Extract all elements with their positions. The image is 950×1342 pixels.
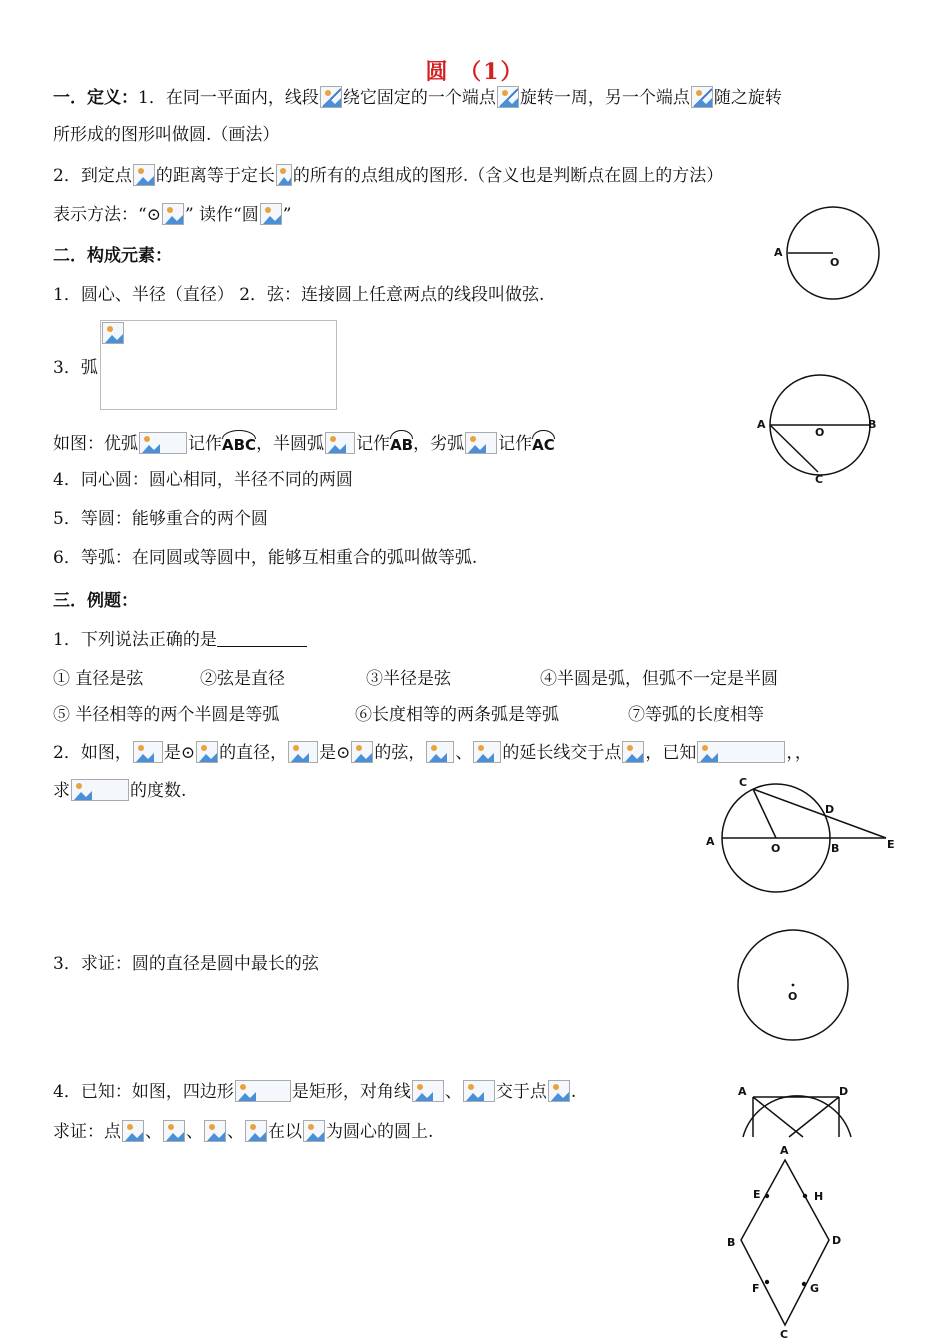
image-placeholder-icon xyxy=(122,1120,144,1142)
option-4: ④半圆是弧，但弧不一定是半圆 xyxy=(540,669,778,689)
question-3: 3．求证：圆的直径是圆中最长的弦 xyxy=(53,954,319,974)
image-placeholder-icon xyxy=(245,1120,267,1142)
question-2-line-2: 求 的度数. xyxy=(53,781,187,801)
arc-image-frame xyxy=(100,320,337,410)
label-E: E xyxy=(887,838,895,851)
label-A: A xyxy=(780,1144,789,1157)
image-placeholder-icon xyxy=(133,741,163,763)
section-heading-examples: 三．例题： xyxy=(53,591,138,611)
page-title: 圆 （1） xyxy=(425,59,525,85)
image-placeholder-icon xyxy=(139,432,187,454)
question-2-line-1: 2．如图， 是⊙ 的直径， 是⊙ 的弦， 、 的延长线交于点 ，已知 ，， xyxy=(53,743,812,763)
elements-line-1: 1．圆心、半径（直径） 2．弦：连接圆上任意两点的线段叫做弦. xyxy=(53,285,545,305)
image-placeholder-icon xyxy=(697,741,785,763)
image-placeholder-icon xyxy=(497,86,519,108)
definition-line-2: 所形成的图形叫做圆.（画法） xyxy=(53,125,280,145)
arc-symbol-major: ABC xyxy=(222,430,256,456)
arc-example-line: 如图：优弧 记作ABC，半圆弧 记作AB，劣弧 记作AC xyxy=(53,430,555,456)
image-placeholder-icon xyxy=(412,1080,444,1102)
elements-line-5: 5．等圆：能够重合的两个圆 xyxy=(53,509,268,529)
label-B: B xyxy=(727,1236,736,1249)
figure-rhombus xyxy=(724,1140,859,1340)
image-placeholder-icon xyxy=(235,1080,291,1102)
label-B: B xyxy=(831,842,840,855)
arc-symbol-semicircle: AB xyxy=(390,430,413,456)
label-D: D xyxy=(832,1234,842,1247)
label-A: A xyxy=(706,835,715,848)
question-4-line-2: 求证：点 、 、 、 在以 为圆心的圆上. xyxy=(53,1122,434,1142)
label-C: C xyxy=(739,776,748,789)
image-placeholder-icon xyxy=(465,432,497,454)
question-4-line-1: 4．已知：如图，四边形 是矩形，对角线 、 交于点 . xyxy=(53,1082,577,1102)
option-2: ②弦是直径 xyxy=(200,669,285,689)
figure-circle-secant xyxy=(703,775,903,900)
image-placeholder-icon xyxy=(163,1120,185,1142)
figure-circle-center xyxy=(735,928,855,1043)
option-1: ① 直径是弦 xyxy=(53,669,144,689)
image-placeholder-icon xyxy=(102,322,124,344)
image-placeholder-icon xyxy=(622,741,644,763)
image-placeholder-icon xyxy=(71,779,129,801)
image-placeholder-icon xyxy=(288,741,318,763)
image-placeholder-icon xyxy=(320,86,342,108)
section-heading-elements: 二．构成元素： xyxy=(53,246,172,266)
label-O: O xyxy=(830,256,840,269)
definition-line-3: 2．到定点 的距离等于定长 的所有的点组成的图形.（含义也是判断点在圆上的方法） xyxy=(53,166,724,186)
image-placeholder-icon xyxy=(260,203,282,225)
figure-rectangle-circle xyxy=(735,1075,860,1150)
label-A: A xyxy=(774,246,783,259)
question-1: 1．下列说法正确的是 xyxy=(53,629,307,651)
label-E: E xyxy=(753,1188,761,1201)
label-H: H xyxy=(814,1190,824,1203)
label-C: C xyxy=(780,1328,789,1341)
label-F: F xyxy=(752,1282,760,1295)
label-O: O xyxy=(815,426,825,439)
label-G: G xyxy=(810,1282,820,1295)
elements-line-6: 6．等弧：在同圆或等圆中，能够互相重合的弧叫做等弧. xyxy=(53,548,478,568)
label-D: D xyxy=(839,1085,849,1098)
image-placeholder-icon xyxy=(548,1080,570,1102)
image-placeholder-icon xyxy=(276,164,292,186)
label-A: A xyxy=(757,418,766,431)
image-placeholder-icon xyxy=(691,86,713,108)
section-heading-definition: 一．定义： xyxy=(53,88,138,108)
image-placeholder-icon xyxy=(303,1120,325,1142)
image-placeholder-icon xyxy=(473,741,501,763)
image-placeholder-icon xyxy=(463,1080,495,1102)
elements-line-4: 4．同心圆：圆心相同，半径不同的两圆 xyxy=(53,470,353,490)
arc-symbol-minor: AC xyxy=(532,430,555,456)
option-6: ⑥长度相等的两条弧是等弧 xyxy=(355,705,559,725)
label-B: B xyxy=(868,418,877,431)
image-placeholder-icon xyxy=(351,741,373,763)
answer-blank[interactable] xyxy=(217,630,307,647)
label-O: O xyxy=(771,842,781,855)
label-O: O xyxy=(788,990,798,1003)
option-3: ③半径是弦 xyxy=(366,669,451,689)
image-placeholder-icon xyxy=(426,741,454,763)
notation-line: 表示方法：“⊙ ” 读作“圆 ” xyxy=(53,205,292,225)
image-placeholder-icon xyxy=(133,164,155,186)
image-placeholder-icon xyxy=(162,203,184,225)
option-5: ⑤ 半径相等的两个半圆是等弧 xyxy=(53,705,280,725)
image-placeholder-icon xyxy=(325,432,355,454)
option-7: ⑦等弧的长度相等 xyxy=(628,705,764,725)
definition-line-1: 一．定义：1．在同一平面内，线段 绕它固定的一个端点 旋转一周，另一个端点 随之旋转 xyxy=(53,88,782,108)
image-placeholder-icon xyxy=(204,1120,226,1142)
figure-circle-diameter-chord xyxy=(752,372,892,487)
label-C: C xyxy=(815,473,824,486)
arc-label: 3．弧 xyxy=(53,358,98,378)
label-A: A xyxy=(738,1085,747,1098)
figure-circle-radius xyxy=(760,200,890,310)
image-placeholder-icon xyxy=(196,741,218,763)
label-D: D xyxy=(825,803,835,816)
